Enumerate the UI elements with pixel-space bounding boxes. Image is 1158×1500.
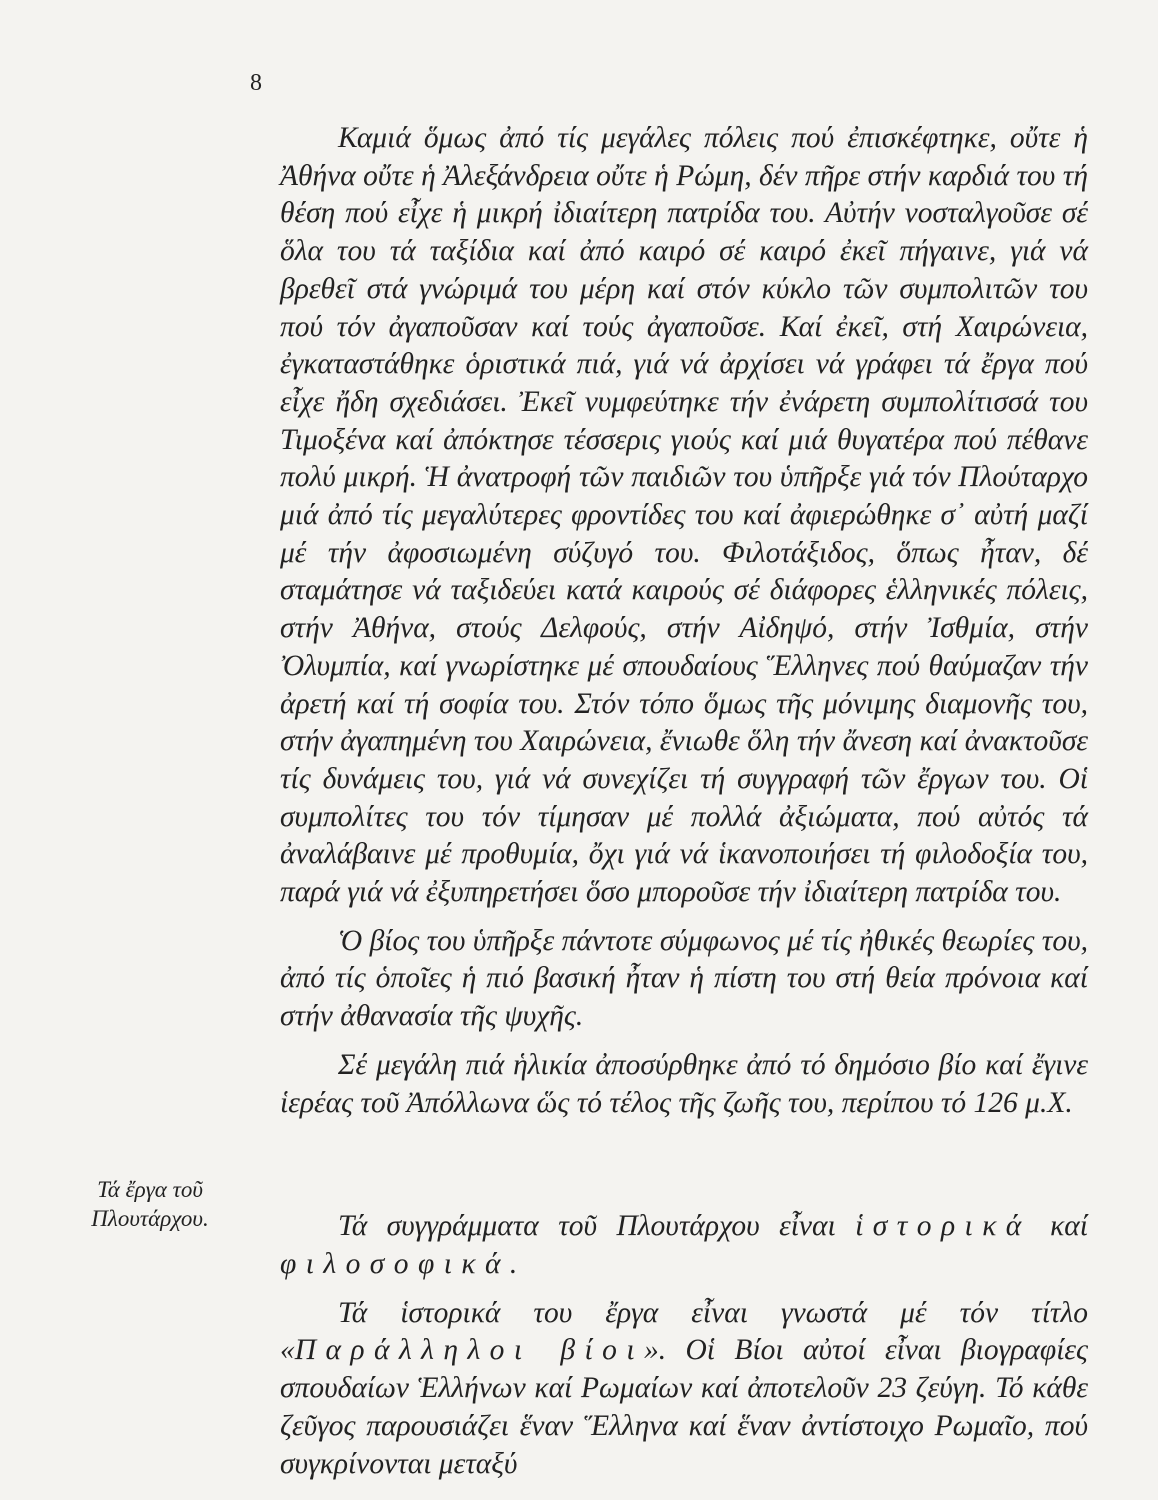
margin-note-line: Πλουτάρχου. (91, 1206, 209, 1231)
text-run: καί (1030, 1210, 1088, 1243)
spaced-term-philosophical: φιλοσοφικά (280, 1247, 510, 1280)
text-run: Τά συγγράμματα τοῦ Πλουτάρχου εἶναι (338, 1210, 856, 1243)
paragraph-ethics: Ὁ βίος του ὑπῆρξε πάντοτε σύμφωνος μέ τίς ἠθικές θεωρίες του, ἀπό τίς ὁποῖες ἡ πιό βασική ἦταν ἡ πίστη του στή θεία πρόνοια καί στήν ἀθανασία τῆς ψυχῆς. (280, 924, 1088, 1033)
page-number: 8 (250, 70, 262, 96)
text-run: Τά ἱστορικά του ἔργα εἶναι γνωστά μέ τόν τίτλο « (280, 1296, 1088, 1367)
spaced-term-historical: ἱστορικά (855, 1210, 1031, 1243)
body-text (280, 120, 1088, 1483)
margin-note-line: Τά ἔργα τοῦ (97, 1177, 203, 1202)
paragraph-life: Καμιά ὅμως ἀπό τίς μεγάλες πόλεις πού ἐπισκέφτηκε, οὔτε ἡ Ἀθήνα οὔτε ἡ Ἀλεξάνδρεια οὔτε ἡ Ρώμη, δέν πῆρε στήν καρδιά του τή θέση πού εἶχε ἡ μικρή ἰδιαίτερη πατρίδα του. Αὐτήν νοσταλγοῦσε σέ ὅλα του τά ταξίδια καί ἀπό καιρό σέ καιρό ἐκεῖ πήγαινε, γιά νά βρεθεῖ στά γνώριμά του μέρη καί στόν κύκλο τῶν συμπολιτῶν του πού τόν ἀγαποῦσαν καί τούς ἀγαποῦσε. Καί ἐκεῖ, στή Χαιρώνεια, ἐγκαταστάθηκε ὁριστικά πιά, γιά νά ἀρχίσει νά γράφει τά ἔργα πού εἶχε ἤδη σχεδιάσει. Ἐκεῖ νυμφεύτηκε τήν ἐνάρετη συμπολίτισσά του Τιμοξένα καί ἀπόκτησε τέσσερις γιούς καί μιά θυγατέρα πού πέθανε πολύ μικρή. Ἡ ἀνατροφή τῶν παιδιῶν του ὑπῆρξε γιά τόν Πλούταρχο μιά ἀπό τίς μεγαλύτερες φροντίδες του καί ἀφιερώθηκε σ᾿ αὐτή μαζί μέ τήν ἀφοσιωμένη σύζυγό του. Φιλοτάξιδος, ὅπως ἦταν, δέ σταμάτησε νά ταξιδεύει κατά καιρούς σέ διάφορες ἑλληνικές πόλεις, στήν Ἀθήνα, στούς Δελφούς, στήν Αἰδηψό, στήν Ἰσθμία, στήν Ὀλυμπία, καί γνωρίστηκε μέ σπουδαίους Ἕλληνες πού θαύμαζαν τήν ἀρετή καί τή σοφία του. Στόν τόπο ὅμως τῆς μόνιμης διαμονῆς του, στήν ἀγαπημένη του Χαιρώνεια, ἔνιωθε ὅλη τήν ἄνεση καί ἀνακτοῦσε τίς δυνάμεις του, γιά νά συνεχίζει τή συγγραφή τῶν ἔργων του. Οἱ συμπολίτες του τόν τίμησαν μέ πολλά ἀξιώματα, πού αὐτός τά ἀναλάβαινε μέ προθυμία, ὄχι γιά νά ἱκανοποιήσει τή φιλοδοξία του, παρά γιά νά ἐξυπηρετήσει ὅσο μποροῦσε τήν ἰδιαίτερη πατρίδα του. (280, 122, 1088, 909)
text-run: . (509, 1247, 518, 1280)
spaced-title-parallel-lives: Παράλληλοι βίοι (294, 1334, 644, 1367)
paragraph-parallel-lives (280, 1295, 1088, 1484)
paragraph-works (280, 1208, 1088, 1283)
paragraph-retirement: Σέ μεγάλη πιά ἡλικία ἀποσύρθηκε ἀπό τό δημόσιο βίο καί ἔγινε ἱερέας τοῦ Ἀπόλλωνα ὥς τό τέλος τῆς ζωῆς του, περίπου τό 126 μ.Χ. (280, 1048, 1088, 1119)
text-run: ». Οἱ Βίοι αὐτοί εἶναι βιογραφίες σπουδαίων Ἑλλήνων καί Ρωμαίων καί ἀποτελοῦν 23 ζεύγη. Τό κάθε ζεῦγος παρουσιάζει ἕναν Ἕλληνα καί ἕναν ἀντίστοιχο Ρωμαῖο, πού συγκρίνονται μεταξύ (280, 1334, 1088, 1480)
margin-note (60, 1175, 240, 1233)
